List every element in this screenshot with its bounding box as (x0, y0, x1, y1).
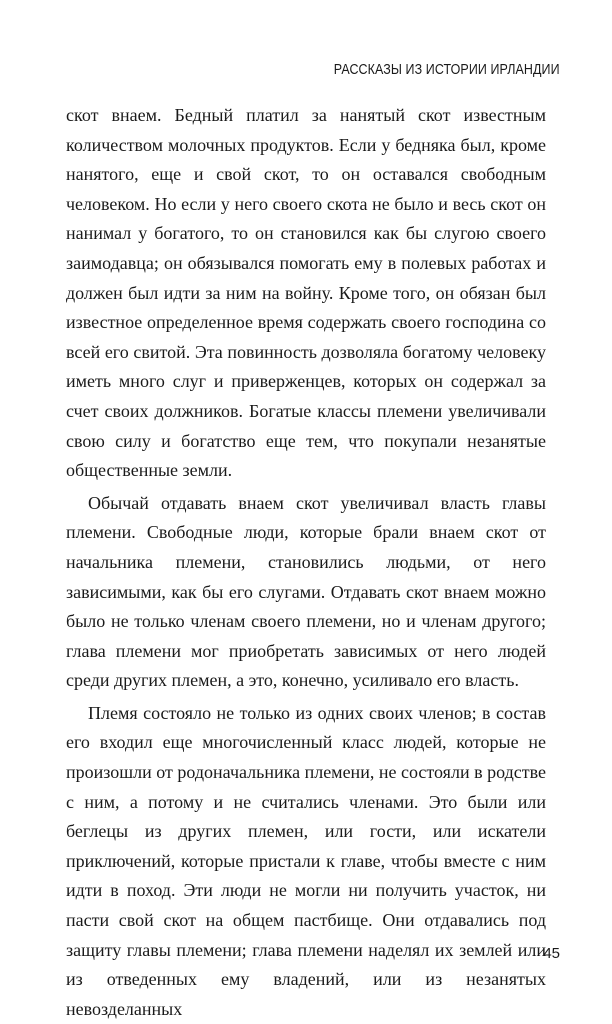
paragraph-3: Племя состояло не только из одних своих членов; в состав его входил еще многочисленный класс людей, которые не произошли от родоначальника племени, не состояли в родстве с ним, а потому и не считались членами. Это были или беглецы из других племен, или гости, или искатели приключений, которые пристали к главе, чтобы вместе с ним идти в поход. Эти люди не могли ни получить участок, ни пасти свой скот на общем пастбище. Они отдавались под защиту главы племени; глава племени наделял их землей или из отведенных ему владений, или из незанятых невозделанных (66, 702, 546, 1019)
paragraph-2: Обычай отдавать внаем скот увеличивал власть главы племени. Свободные люди, которые брали внаем скот от начальника племени, становились людьми, от него зависимыми, как бы его слугами. Отдавать скот внаем можно было не только членам своего племени, но и членам другого; глава племени мог приобретать зависимых от него людей среди других племен, а это, конечно, усиливало его власть. (66, 492, 546, 691)
running-head: РАССКАЗЫ ИЗ ИСТОРИИ ИРЛАНДИИ (334, 62, 560, 78)
paragraph-1: скот внаем. Бедный платил за нанятый скот известным количеством молочных продуктов. Если у бедняка был, кроме нанятого, еще и свой скот, то он оставался свободным человеком. Но если у него своего скота не было и весь скот он нанимал у богатого, то он становился как бы слугою своего заимодавца; он обязывался помогать ему в полевых работах и должен был идти за ним на войну. Кроме того, он обязан был известное определенное время содержать своего господина со всей его свитой. Эта повинность дозволяла богатому человеку иметь много слуг и приверженцев, которых он содержал за счет своих должников. Богатые классы племени увеличивали свою силу и богатство еще тем, что покупали незанятые общественные земли. (66, 105, 546, 481)
body-text (66, 101, 546, 1024)
page-number: 45 (543, 945, 560, 962)
